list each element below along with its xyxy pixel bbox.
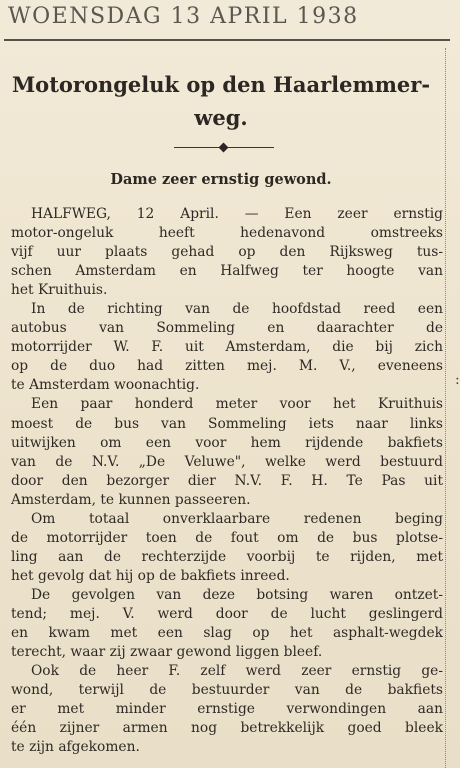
- article-body-line: wond, terwijl de bestuurder van de bakfiets: [11, 682, 443, 699]
- article-body-line: HALFWEG, 12 April. — Een zeer ernstig: [31, 206, 443, 222]
- article-body-line: en kwam met een slag op het asphalt-wegdek: [11, 625, 443, 642]
- article-body-line: autobus van Sommeling en daarachter de: [11, 320, 443, 337]
- article-body-line: uitwijken om een voor hem rijdende bakfiets: [11, 434, 443, 451]
- article-body-line: van de N.V. „De Veluwe", welke werd bestuurd: [11, 453, 443, 470]
- headline-line: weg.: [194, 105, 248, 130]
- headline-line: Motorongeluk op den Haarlemmer-: [11, 72, 431, 97]
- ornament-rule-right: [228, 147, 274, 148]
- article-body-line: tend; mej. V. werd door de lucht geslingerd: [11, 605, 443, 622]
- adjacent-column-fragment: :: [455, 372, 460, 388]
- article-body-line: te Amsterdam woonachtig.: [11, 377, 200, 394]
- article-body-line: het Kruithuis.: [11, 282, 108, 299]
- article-body-line: motor-ongeluk heeft hedenavond omstreeks: [11, 225, 443, 242]
- header-rule: [4, 39, 450, 41]
- article-body-line: vijf uur plaats gehad op den Rijksweg tus-: [11, 244, 443, 261]
- article-subheadline: Dame zeer ernstig gewond.: [110, 171, 332, 188]
- article-body-line: ling aan de rechterzijde voorbij te rijden, met: [11, 548, 443, 565]
- article-body-line: Een paar honderd meter voor het Kruithuis: [31, 396, 443, 413]
- ornament-rule-left: [174, 147, 220, 148]
- article-body-line: schen Amsterdam en Halfweg ter hoogte van: [11, 263, 443, 280]
- article-body-line: De gevolgen van deze botsing waren ontzet-: [31, 586, 443, 603]
- article-body-line: op de duo had zitten mej. M. V., eveneens: [11, 358, 443, 375]
- article-body-line: motorrijder W. F. uit Amsterdam, die bij zich: [11, 339, 443, 356]
- ornament-diamond: [219, 143, 229, 153]
- article-body-line: door den bezorger dier N.V. F. H. Te Pas uit: [11, 472, 443, 489]
- article-body-line: het gevolg dat hij op de bakfiets inreed.: [11, 567, 290, 584]
- article-body-line: Amsterdam, te kunnen passeeren.: [11, 491, 251, 508]
- article-body-line: één zijner armen nog betrekkelijk goed bleek: [11, 720, 443, 737]
- article-body-line: er met minder ernstige verwondingen aan: [11, 701, 443, 718]
- article-body-line: terecht, waar zij zwaar gewond liggen bleef.: [11, 644, 323, 661]
- newspaper-dateline: WOENSDAG 13 APRIL 1938: [8, 4, 359, 29]
- article-body: [11, 205, 443, 757]
- article-body-line: In de richting van de hoofdstad reed een: [31, 301, 443, 318]
- article-headline: [6, 68, 436, 134]
- article-body-line: te zijn afgekomen.: [11, 739, 140, 756]
- column-divider: [445, 48, 446, 768]
- article-body-line: Ook de heer F. zelf werd zeer ernstig ge-: [31, 663, 443, 680]
- article-body-line: moest de bus van Sommeling iets naar links: [11, 415, 443, 432]
- article-body-line: Om totaal onverklaarbare redenen beging: [31, 510, 443, 527]
- article-body-line: de motorrijder toen de fout om de bus plotse-: [11, 529, 443, 546]
- headline-ornament: [174, 143, 274, 153]
